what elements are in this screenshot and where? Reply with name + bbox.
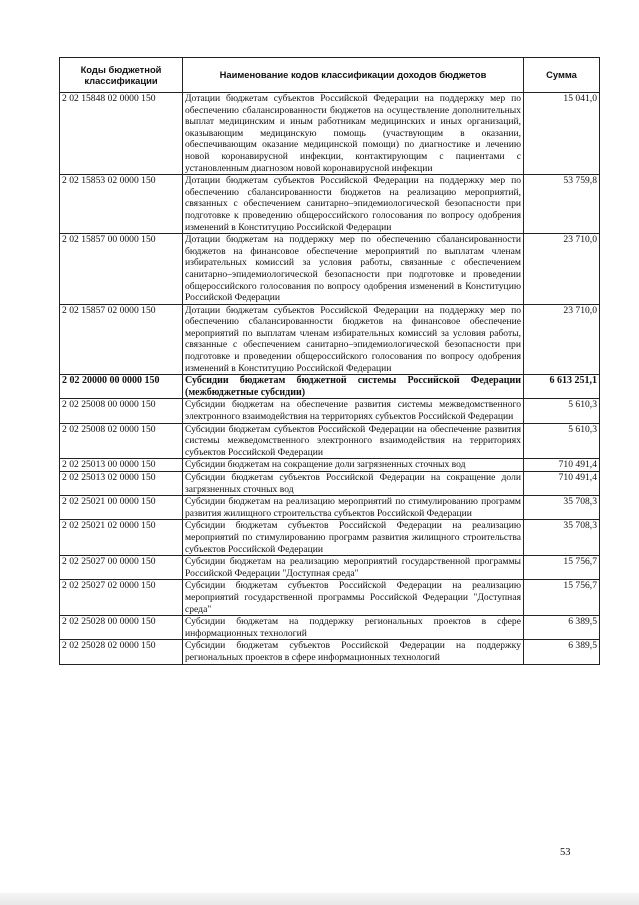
row-code: 2 02 25027 02 0000 150 — [60, 580, 183, 616]
row-sum: 15 756,7 — [524, 580, 600, 616]
row-name: Субсидии бюджетам на обеспечение развития системы межведомственного электронного взаимодействия на территориях субъектов Российской Федерации — [183, 399, 524, 423]
row-sum: 15 041,0 — [524, 93, 600, 175]
row-name: Субсидии бюджетам на поддержку региональных проектов в сфере информационных технологий — [183, 616, 524, 640]
table-row — [60, 304, 600, 375]
row-code: 2 02 15848 02 0000 150 — [60, 93, 183, 175]
row-sum: 5 610,3 — [524, 399, 600, 423]
row-sum: 6 613 251,1 — [524, 375, 600, 399]
header-sum: Сумма — [524, 58, 600, 93]
row-sum: 35 708,3 — [524, 496, 600, 520]
table-row — [60, 399, 600, 423]
page-number: 53 — [560, 847, 571, 858]
row-name: Субсидии бюджетам субъектов Российской Федерации на сокращение доли загрязненных сточных вод — [183, 472, 524, 496]
table-row — [60, 175, 600, 234]
table-row — [60, 234, 600, 305]
row-sum: 5 610,3 — [524, 423, 600, 459]
row-sum: 6 389,5 — [524, 640, 600, 664]
row-name: Субсидии бюджетам бюджетной системы Российской Федерации (межбюджетные субсидии) — [183, 375, 524, 399]
row-name: Субсидии бюджетам на реализацию мероприятий государственной программы Российской Федерации "Доступная среда" — [183, 556, 524, 580]
table-row — [60, 423, 600, 459]
table-row — [60, 520, 600, 556]
row-code: 2 02 15857 02 0000 150 — [60, 304, 183, 375]
row-sum: 710 491,4 — [524, 459, 600, 472]
row-sum: 53 759,8 — [524, 175, 600, 234]
row-code: 2 02 25027 00 0000 150 — [60, 556, 183, 580]
row-sum: 35 708,3 — [524, 520, 600, 556]
row-code: 2 02 15857 00 0000 150 — [60, 234, 183, 305]
row-code: 2 02 25028 00 0000 150 — [60, 616, 183, 640]
revenue-classification-table — [59, 57, 600, 665]
table-row — [60, 496, 600, 520]
table-row — [60, 459, 600, 472]
table-row — [60, 580, 600, 616]
table-row — [60, 375, 600, 399]
table-row — [60, 640, 600, 664]
scan-bottom-edge — [0, 893, 639, 905]
row-name: Субсидии бюджетам на сокращение доли загрязненных сточных вод — [183, 459, 524, 472]
table-header-row — [60, 58, 600, 93]
row-name: Субсидии бюджетам субъектов Российской Федерации на поддержку региональных проектов в сфере информационных технологий — [183, 640, 524, 664]
row-name: Дотации бюджетам субъектов Российской Федерации на поддержку мер по обеспечению сбалансированности бюджетов на осуществление дополнительных выплат медицинским и иным работникам медицинских и иных организаций, оказывающим медицинскую помощь (участвующим в оказании, обеспечивающим оказание медицинской помощи) по диагностике и лечению новой коронавирусной инфекции, контактирующим с пациентами с установленным диагнозом новой коронавирусной инфекции — [183, 93, 524, 175]
header-code: Коды бюджетной классификации — [60, 58, 183, 93]
table-row — [60, 93, 600, 175]
header-name: Наименование кодов классификации доходов бюджетов — [183, 58, 524, 93]
row-sum: 15 756,7 — [524, 556, 600, 580]
row-code: 2 02 25013 02 0000 150 — [60, 472, 183, 496]
row-code: 2 02 25028 02 0000 150 — [60, 640, 183, 664]
row-code: 2 02 25013 00 0000 150 — [60, 459, 183, 472]
row-code: 2 02 25008 00 0000 150 — [60, 399, 183, 423]
row-name: Дотации бюджетам субъектов Российской Федерации на поддержку мер по обеспечению сбалансированности бюджетов на реализацию мероприятий, связанных с обеспечением санитарно–эпидемиологической безопасности при подготовке к проведению общероссийского голосования по вопросу одобрения изменений в Конституцию Российской Федерации — [183, 175, 524, 234]
row-name: Дотации бюджетам на поддержку мер по обеспечению сбалансированности бюджетов на финансовое обеспечение мероприятий по выплатам членам избирательных комиссий за условия работы, связанные с обеспечением санитарно–эпидемиологической безопасности при подготовке и проведении общероссийского голосования по вопросу одобрения изменений в Конституцию Российской Федерации — [183, 234, 524, 305]
row-code: 2 02 20000 00 0000 150 — [60, 375, 183, 399]
row-sum: 23 710,0 — [524, 234, 600, 305]
row-sum: 23 710,0 — [524, 304, 600, 375]
row-name: Субсидии бюджетам субъектов Российской Федерации на реализацию мероприятий по стимулированию программ развития жилищного строительства субъектов Российской Федерации — [183, 520, 524, 556]
table-row — [60, 472, 600, 496]
row-name: Субсидии бюджетам на реализацию мероприятий по стимулированию программ развития жилищного строительства субъектов Российской Федерации — [183, 496, 524, 520]
row-sum: 710 491,4 — [524, 472, 600, 496]
row-name: Дотации бюджетам субъектов Российской Федерации на поддержку мер по обеспечению сбалансированности бюджетов на финансовое обеспечение мероприятий по выплатам членам избирательных комиссий за условия работы, связанные с обеспечением санитарно–эпидемиологической безопасности при подготовке и проведении общероссийского голосования по вопросу одобрения изменений в Конституцию Российской Федерации — [183, 304, 524, 375]
table-row — [60, 616, 600, 640]
row-sum: 6 389,5 — [524, 616, 600, 640]
row-code: 2 02 25008 02 0000 150 — [60, 423, 183, 459]
table-body — [60, 93, 600, 665]
row-name: Субсидии бюджетам субъектов Российской Федерации на реализацию мероприятий государственной программы Российской Федерации "Доступная среда" — [183, 580, 524, 616]
table-row — [60, 556, 600, 580]
row-name: Субсидии бюджетам субъектов Российской Федерации на обеспечение развития системы межведомственного электронного взаимодействия на территориях субъектов Российской Федерации — [183, 423, 524, 459]
row-code: 2 02 15853 02 0000 150 — [60, 175, 183, 234]
row-code: 2 02 25021 02 0000 150 — [60, 520, 183, 556]
row-code: 2 02 25021 00 0000 150 — [60, 496, 183, 520]
